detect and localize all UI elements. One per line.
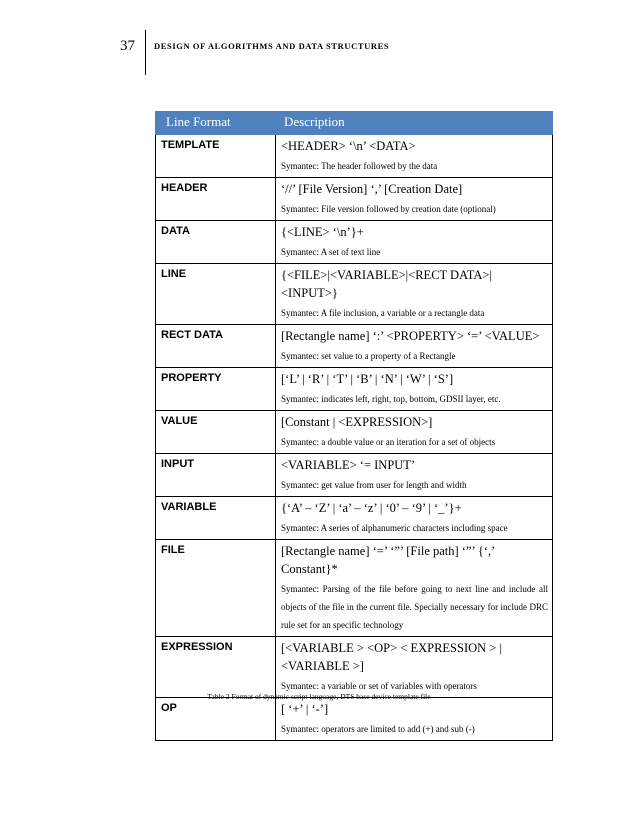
- semantic-description: Symantec: The header followed by the data: [281, 161, 438, 171]
- table-header-row: [156, 112, 553, 135]
- element-format-cell: [276, 411, 553, 454]
- semantic-description: Symantec: A file inclusion, a variable or a rectangle data: [281, 308, 485, 318]
- element-name: LINE: [156, 264, 276, 325]
- element-format-cell: [276, 368, 553, 411]
- table-row: [156, 497, 553, 540]
- syntax-definition: [Rectangle name] ‘:’ <PROPERTY> ‘=’ <VALUE>: [281, 329, 540, 343]
- table-row: [156, 178, 553, 221]
- table-row: [156, 411, 553, 454]
- syntax-definition: [<VARIABLE > <OP> < EXPRESSION > | <VARIABLE >]: [281, 641, 502, 673]
- syntax-definition: [‘L’ | ‘R’ | ‘T’ | ‘B’ | ‘N’ | ‘W’ | ‘S’]: [281, 372, 454, 386]
- element-name: OP: [156, 698, 276, 741]
- syntax-definition: [ ‘+’ | ‘-’]: [281, 702, 329, 716]
- element-name: HEADER: [156, 178, 276, 221]
- table-row: [156, 325, 553, 368]
- element-format-cell: [276, 540, 553, 637]
- table-row: [156, 368, 553, 411]
- syntax-definition: {<LINE> ‘\n’}+: [281, 225, 364, 239]
- element-name: TEMPLATE: [156, 135, 276, 178]
- element-format-cell: [276, 637, 553, 698]
- column-header-line-format: Line Format: [156, 112, 276, 135]
- semantic-description: Symantec: A series of alphanumeric characters including space: [281, 523, 508, 533]
- semantic-description: Symantec: indicates left, right, top, bottom, GDSII layer, etc.: [281, 394, 501, 404]
- element-format-cell: [276, 135, 553, 178]
- element-format-cell: [276, 264, 553, 325]
- element-name: DATA: [156, 221, 276, 264]
- syntax-definition: <VARIABLE> ‘= INPUT’: [281, 458, 416, 472]
- header-divider: [145, 30, 146, 75]
- element-name: VALUE: [156, 411, 276, 454]
- table-body: [156, 135, 553, 741]
- element-format-cell: [276, 221, 553, 264]
- table-row: [156, 135, 553, 178]
- element-name: PROPERTY: [156, 368, 276, 411]
- running-title: DESIGN OF ALGORITHMS AND DATA STRUCTURES: [154, 41, 390, 51]
- element-name: INPUT: [156, 454, 276, 497]
- table-row: [156, 540, 553, 637]
- semantic-description: Symantec: set value to a property of a Rectangle: [281, 351, 456, 361]
- element-name: RECT DATA: [156, 325, 276, 368]
- semantic-description: Symantec: A set of text line: [281, 247, 381, 257]
- element-format-cell: [276, 698, 553, 741]
- semantic-description: Symantec: a double value or an iteration for a set of objects: [281, 437, 496, 447]
- element-name: EXPRESSION: [156, 637, 276, 698]
- syntax-definition: [Rectangle name] ‘=’ ‘”’ [File path] ‘”’ {‘,’ Constant}*: [281, 544, 495, 576]
- table-caption: Table 2 Format of dynamic script language, DTS base device template file: [207, 692, 431, 701]
- table-row: [156, 221, 553, 264]
- syntax-definition: <HEADER> ‘\n’ <DATA>: [281, 139, 416, 153]
- table-row: [156, 454, 553, 497]
- syntax-definition: {<FILE>|<VARIABLE>|<RECT DATA>|<INPUT>}: [281, 268, 492, 300]
- line-format-table: [155, 111, 553, 741]
- syntax-definition: ‘//’ [File Version] ‘,’ [Creation Date]: [281, 182, 463, 196]
- semantic-description: Symantec: operators are limited to add (+) and sub (-): [281, 724, 475, 734]
- semantic-description: Symantec: a variable or set of variables with operators: [281, 681, 477, 691]
- element-format-cell: [276, 178, 553, 221]
- element-name: VARIABLE: [156, 497, 276, 540]
- element-format-cell: [276, 454, 553, 497]
- table-row: [156, 264, 553, 325]
- table-row: [156, 637, 553, 698]
- element-format-cell: [276, 497, 553, 540]
- element-format-cell: [276, 325, 553, 368]
- element-name: FILE: [156, 540, 276, 637]
- syntax-definition: {‘A’ – ‘Z’ | ‘a’ – ‘z’ | ‘0’ – ‘9’ | ‘_’}+: [281, 501, 462, 515]
- page-number: 37: [120, 38, 135, 54]
- semantic-description: Symantec: Parsing of the file before going to next line and include all objects of the file in the current file. Specially necessary for include DRC rule set for an specific technology: [281, 584, 548, 630]
- semantic-description: Symantec: File version followed by creation date (optional): [281, 204, 496, 214]
- semantic-description: Symantec: get value from user for length and width: [281, 480, 467, 490]
- column-header-description: Description: [276, 112, 553, 135]
- syntax-definition: [Constant | <EXPRESSION>]: [281, 415, 433, 429]
- page-header: [0, 0, 638, 80]
- table-row: [156, 698, 553, 741]
